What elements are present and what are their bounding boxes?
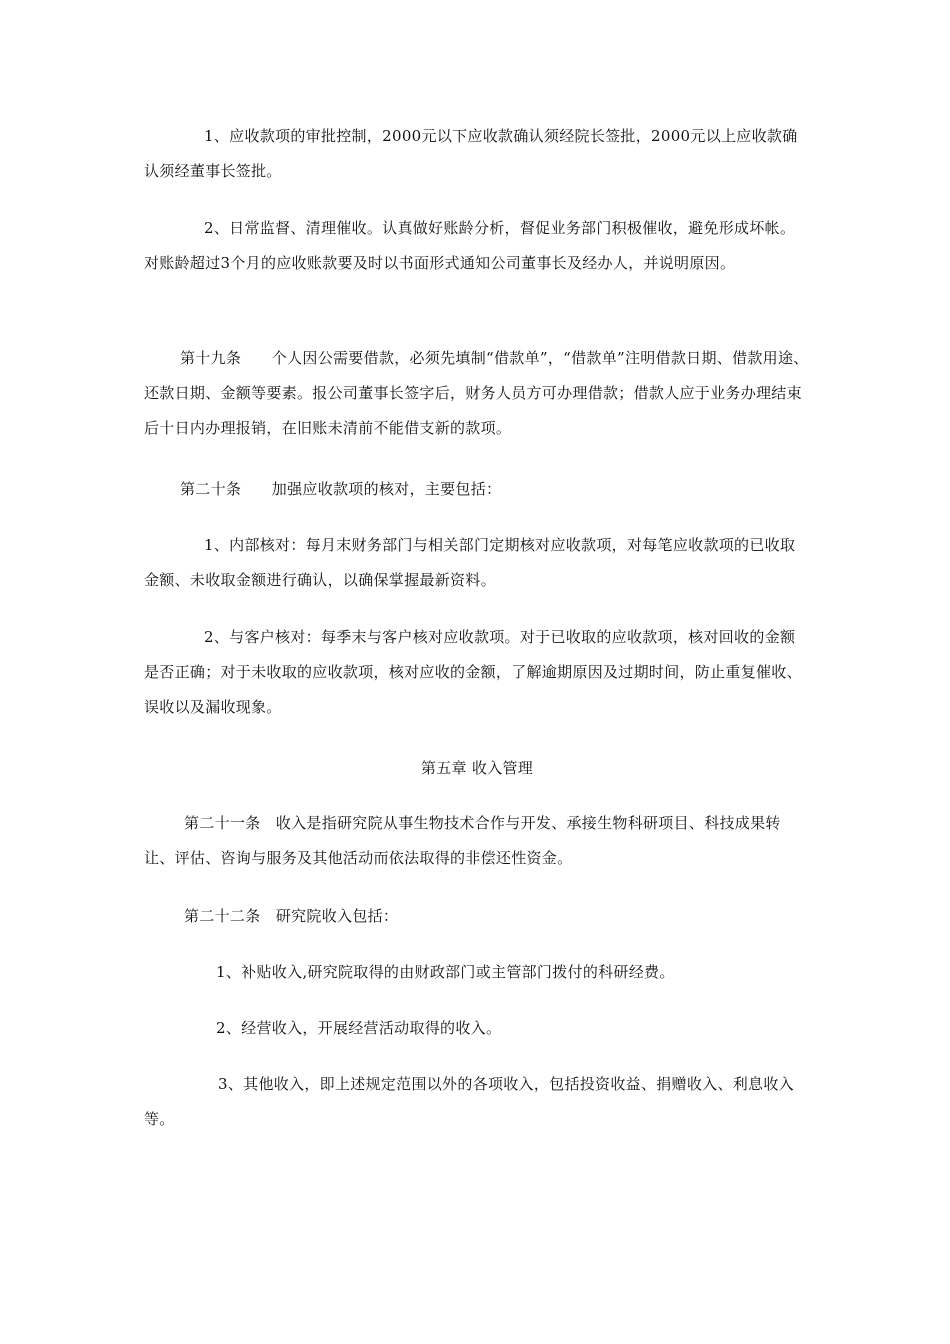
paragraph-article-22: 第二十二条 研究院收入包括： xyxy=(184,907,399,925)
paragraph-article-20: 第二十条 加强应收款项的核对，主要包括： xyxy=(180,480,502,498)
paragraph-other-income: 3、其他收入，即上述规定范围以外的各项收入，包括投资收益、捐赠收入、利息收入等。 xyxy=(144,1075,794,1128)
paragraph-operating-income: 2、经营收入，开展经营活动取得的收入。 xyxy=(216,1019,502,1037)
paragraph-daily-supervision: 2、日常监督、清理催收。认真做好账龄分析，督促业务部门积极催收，避免形成坏帐。对账龄超过3个月的应收账款要及时以书面形式通知公司董事长及经办人，并说明原因。 xyxy=(144,219,796,272)
paragraph-article-21: 第二十一条 收入是指研究院从事生物技术合作与开发、承接生物科研项目、科技成果转让、评估、咨询与服务及其他活动而依法取得的非偿还性资金。 xyxy=(144,814,781,867)
paragraph-receivable-approval: 1、应收款项的审批控制，2000元以下应收款确认须经院长签批，2000元以上应收款确认须经董事长签批。 xyxy=(144,127,798,180)
paragraph-customer-check: 2、与客户核对：每季末与客户核对应收款项。对于已收取的应收款项，核对回收的金额是否正确；对于未收取的应收款项，核对应收的金额，了解逾期原因及过期时间，防止重复催收、误收以及漏收现象。 xyxy=(144,628,802,716)
paragraph-article-19: 第十九条 个人因公需要借款，必须先填制“借款单”，“借款单”注明借款日期、借款用途、还款日期、金额等要素。报公司董事长签字后，财务人员方可办理借款；借款人应于业务办理结束后十日内办理报销，在旧账未清前不能借支新的款项。 xyxy=(144,349,809,437)
paragraph-internal-check: 1、内部核对：每月末财务部门与相关部门定期核对应收款项，对每笔应收款项的已收取金额、未收取金额进行确认，以确保掌握最新资料。 xyxy=(144,536,796,589)
chapter-title: 第五章 收入管理 xyxy=(420,759,534,777)
paragraph-subsidy-income: 1、补贴收入,研究院取得的由财政部门或主管部门拨付的科研经费。 xyxy=(216,963,675,981)
